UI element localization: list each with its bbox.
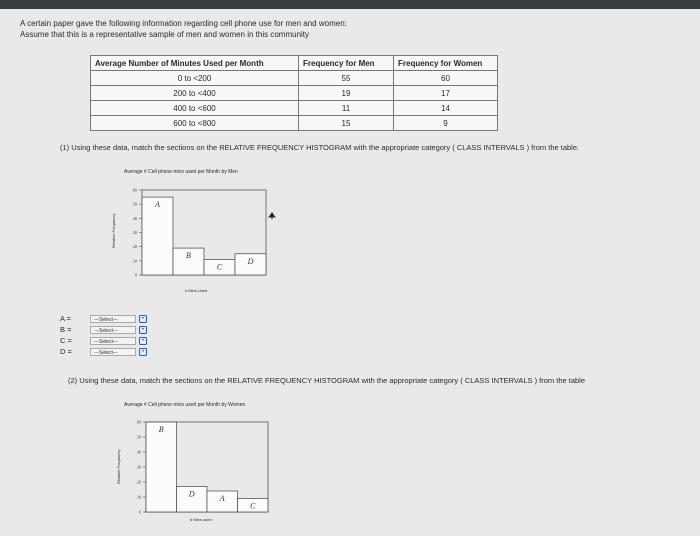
header-minutes: Average Number of Minutes Used per Month bbox=[91, 56, 299, 71]
answer-row-a bbox=[60, 313, 147, 324]
table-row bbox=[91, 116, 498, 131]
y-tick-label: .10 bbox=[132, 258, 137, 264]
table-cell: 200 to <400 bbox=[91, 86, 299, 101]
problem-intro bbox=[20, 18, 347, 40]
x-axis-label: # Mins Used bbox=[185, 288, 208, 293]
dropdown-arrow-icon[interactable] bbox=[139, 348, 147, 356]
y-tick-label: .40 bbox=[132, 215, 137, 221]
dropdown-arrow-icon[interactable] bbox=[139, 315, 147, 323]
answer-label: B = bbox=[60, 325, 72, 334]
table-row bbox=[91, 71, 498, 86]
y-tick-label: .40 bbox=[136, 449, 141, 455]
cursor-icon bbox=[268, 212, 276, 220]
histogram-bar bbox=[146, 422, 177, 512]
answer-label: A = bbox=[60, 314, 72, 323]
table-cell: 15 bbox=[299, 116, 394, 131]
question-1: (1) Using these data, match the sections on the RELATIVE FREQUENCY HISTOGRAM with the appropriate category ( CLASS INTERVALS ) from the table. bbox=[60, 143, 580, 152]
y-tick-label: 0 bbox=[139, 509, 141, 515]
answer-row-b bbox=[60, 324, 147, 335]
y-tick-label: .50 bbox=[136, 434, 141, 440]
y-axis-label: Relative Frequency bbox=[111, 213, 116, 248]
table-cell: 14 bbox=[394, 101, 498, 116]
bar-label: B bbox=[158, 425, 164, 434]
chart-title: Average # Cell phone mins used per Month by Men bbox=[124, 169, 238, 175]
x-axis-label: # Mins used bbox=[190, 517, 212, 522]
bar-label: A bbox=[219, 494, 225, 503]
histogram-women-svg bbox=[110, 400, 310, 530]
table-cell: 400 to <600 bbox=[91, 101, 299, 116]
bar-label: C bbox=[216, 262, 223, 272]
chart-title: Average # Cell phone mins used per Month by Women bbox=[124, 402, 246, 408]
y-tick-label: 0 bbox=[135, 272, 137, 278]
table-cell: 0 to <200 bbox=[91, 71, 299, 86]
y-tick-label: .20 bbox=[136, 479, 141, 485]
histogram-men-svg bbox=[110, 168, 310, 298]
bar-label: D bbox=[188, 489, 195, 499]
dropdown-arrow-icon[interactable] bbox=[139, 337, 147, 345]
select-a-dropdown[interactable]: ---Select--- bbox=[90, 315, 136, 323]
dropdown-arrow-icon[interactable] bbox=[139, 326, 147, 334]
bar-label: B bbox=[186, 251, 191, 261]
table-cell: 55 bbox=[299, 71, 394, 86]
question-2: (2) Using these data, match the sections on the RELATIVE FREQUENCY HISTOGRAM with the appropriate category ( CLASS INTERVALS ) from the table bbox=[68, 376, 586, 385]
bar-label: C bbox=[250, 501, 256, 511]
select-c-dropdown[interactable]: ---Select--- bbox=[90, 337, 136, 345]
y-tick-label: .20 bbox=[132, 244, 137, 250]
answer-selects bbox=[60, 313, 147, 357]
histogram-women bbox=[110, 400, 310, 530]
table-header-row bbox=[91, 56, 498, 71]
y-tick-label: .60 bbox=[136, 419, 141, 425]
table-cell: 11 bbox=[299, 101, 394, 116]
table-cell: 600 to <800 bbox=[91, 116, 299, 131]
histogram-men bbox=[110, 168, 310, 298]
y-tick-label: .50 bbox=[132, 201, 137, 207]
table-cell: 19 bbox=[299, 86, 394, 101]
select-b-dropdown[interactable]: ---Select--- bbox=[90, 326, 136, 334]
y-tick-label: .10 bbox=[136, 494, 141, 500]
table-cell: 17 bbox=[394, 86, 498, 101]
table-cell: 9 bbox=[394, 116, 498, 131]
answer-label: C = bbox=[60, 336, 72, 345]
select-d-dropdown[interactable]: ---Select--- bbox=[90, 348, 136, 356]
y-tick-label: .60 bbox=[132, 187, 137, 193]
y-axis-label: Relative Frequency bbox=[116, 449, 121, 484]
intro-line-1: A certain paper gave the following information regarding cell phone use for men and women: bbox=[20, 19, 347, 28]
y-tick-label: .30 bbox=[136, 464, 141, 470]
table-row bbox=[91, 101, 498, 116]
table-row bbox=[91, 86, 498, 101]
intro-line-2: Assume that this is a representative sample of men and women in this community bbox=[20, 30, 310, 39]
answer-label: D = bbox=[60, 347, 72, 356]
y-tick-label: .30 bbox=[132, 230, 137, 235]
bar-label: A bbox=[155, 200, 160, 210]
frequency-table bbox=[90, 55, 498, 131]
answer-row-c bbox=[60, 335, 147, 346]
browser-top-bar bbox=[0, 0, 700, 9]
bar-label: D bbox=[247, 256, 254, 266]
header-men: Frequency for Men bbox=[299, 56, 394, 71]
header-women: Frequency for Women bbox=[394, 56, 498, 71]
answer-row-d bbox=[60, 346, 147, 357]
table-cell: 60 bbox=[394, 71, 498, 86]
